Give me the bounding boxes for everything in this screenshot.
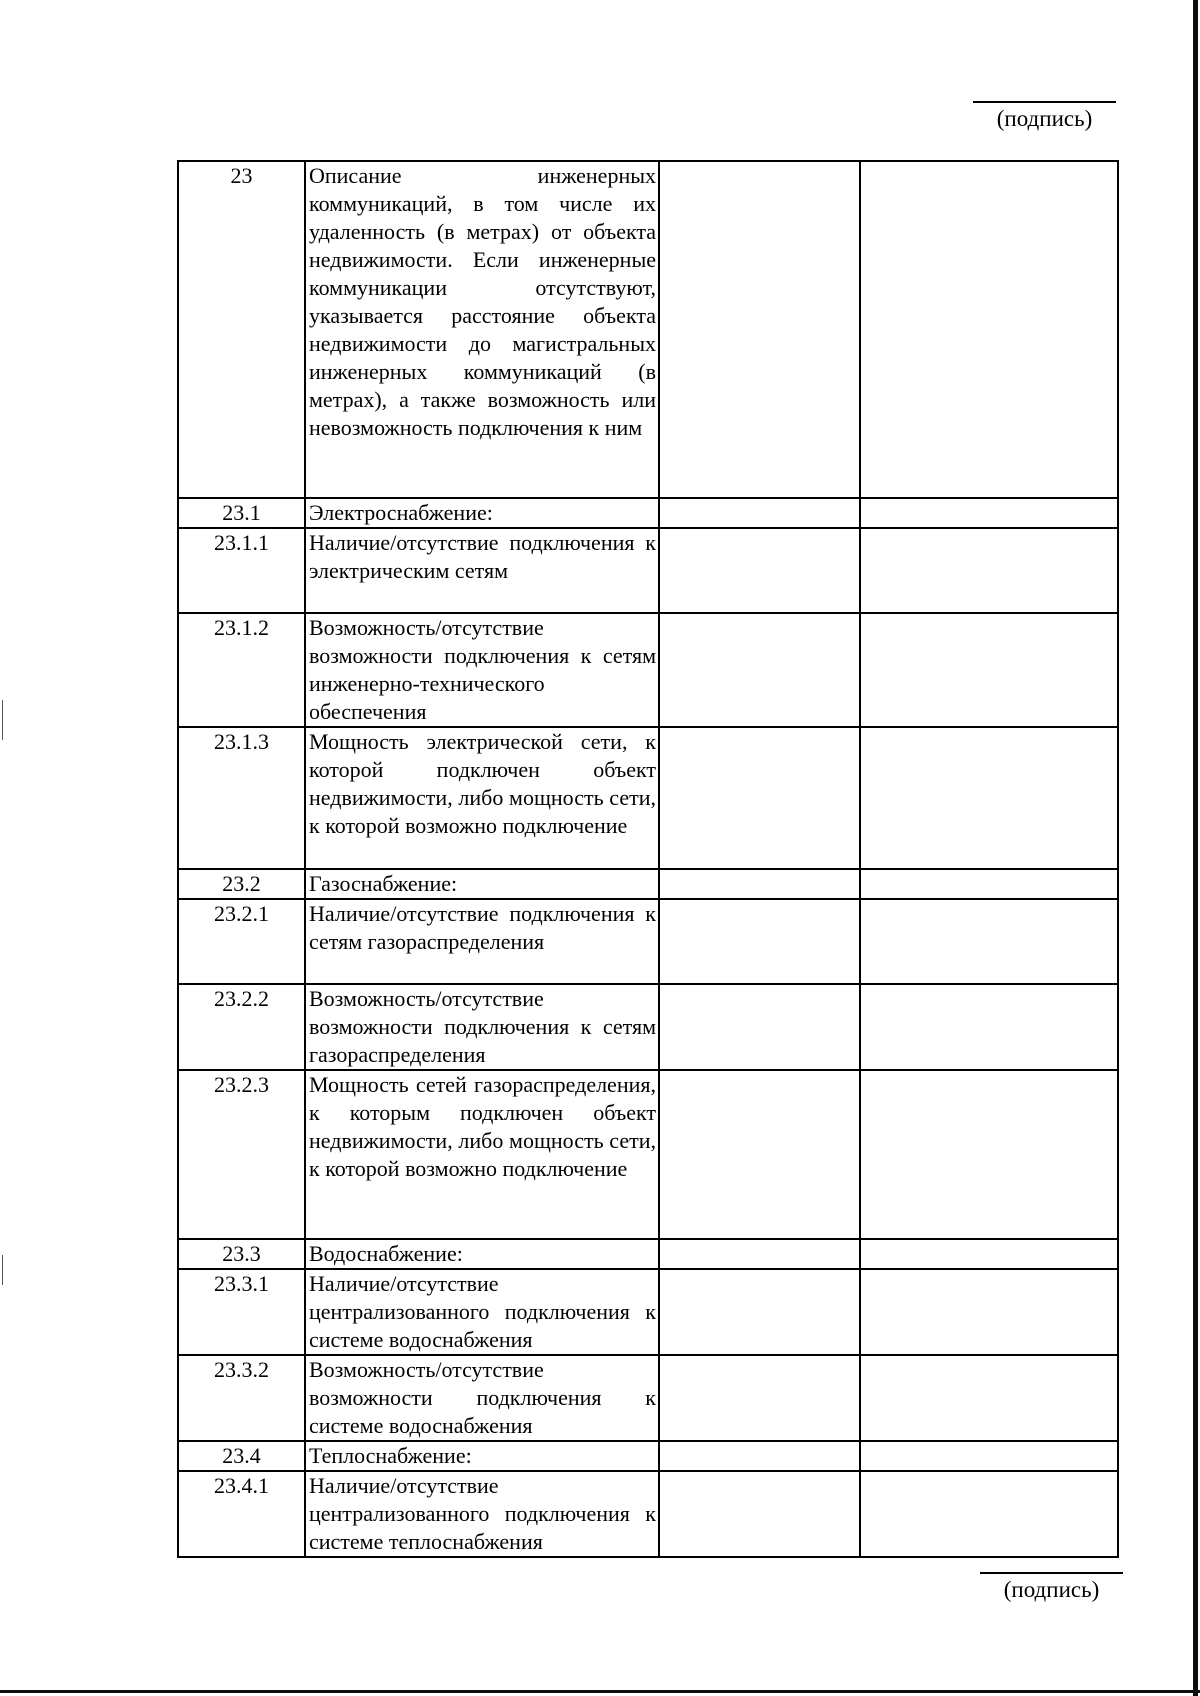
table-row [178,869,1118,899]
table-row [178,1239,1118,1269]
note-cell [860,727,1118,869]
row-description [305,1070,659,1239]
value-cell [659,161,860,498]
row-description [305,1269,659,1355]
row-description [305,1471,659,1557]
value-cell [659,1070,860,1239]
row-description [305,613,659,727]
table-row [178,613,1118,727]
table-row [178,498,1118,528]
row-number: 23.1.2 [178,613,305,727]
value-cell [659,984,860,1070]
row-number: 23.2.1 [178,899,305,984]
table-row [178,984,1118,1070]
value-cell [659,1355,860,1441]
row-number: 23.2.2 [178,984,305,1070]
row-description [305,727,659,869]
value-cell [659,1239,860,1269]
row-number: 23.1.3 [178,727,305,869]
note-cell [860,498,1118,528]
table-row [178,1070,1118,1239]
note-cell [860,1269,1118,1355]
value-cell [659,899,860,984]
scan-mark [2,1255,3,1285]
row-description-text: Наличие/отсутствие централизованного подключения к системе водоснабжения [309,1271,656,1352]
value-cell [659,869,860,899]
table-row [178,1441,1118,1471]
table-row [178,727,1118,869]
row-description-text: Возможность/отсутствие возможности подключения к сетям инженерно-технического обеспечения [309,615,656,724]
row-number: 23.2.3 [178,1070,305,1239]
note-cell [860,1441,1118,1471]
row-description-text: Мощность электрической сети, к которой подключен объект недвижимости, либо мощность сети, к которой возможно подключение [309,729,656,838]
row-description [305,1239,659,1269]
value-cell [659,528,860,613]
signature-label: (подпись) [996,106,1093,131]
row-description-text: Наличие/отсутствие централизованного подключения к системе теплоснабжения [309,1473,656,1554]
row-number: 23.3.2 [178,1355,305,1441]
scan-edge-bottom [0,1690,1200,1693]
note-cell [860,984,1118,1070]
engineering-utilities-table [177,160,1119,1558]
row-description [305,984,659,1070]
table-row [178,161,1118,498]
value-cell [659,727,860,869]
row-description-text: Описание инженерных коммуникаций, в том числе их удаленность (в метрах) от объекта недвижимости. Если инженерные коммуникации отсутствуют, указывается расстояние объекта недвижимости до магистральных инженерных коммуникаций (в метрах), а также возможность или невозможность подключения к ним [309,163,656,440]
row-description-text: Мощность сетей газораспределения, к которым подключен объект недвижимости, либо мощность сети, к которой возможно подключение [309,1072,656,1181]
signature-top [973,101,1116,132]
row-description [305,869,659,899]
table-row [178,528,1118,613]
row-description-text: Возможность/отсутствие возможности подключения к системе водоснабжения [309,1357,656,1438]
value-cell [659,1269,860,1355]
row-number: 23.3 [178,1239,305,1269]
row-description [305,899,659,984]
table-row [178,1269,1118,1355]
row-number: 23 [178,161,305,498]
row-description-text: Наличие/отсутствие подключения к сетям газораспределения [309,901,656,954]
note-cell [860,899,1118,984]
row-description [305,498,659,528]
note-cell [860,613,1118,727]
note-cell [860,161,1118,498]
row-number: 23.1.1 [178,528,305,613]
row-description-text: Наличие/отсутствие подключения к электрическим сетям [309,530,656,583]
row-description-text: Возможность/отсутствие возможности подключения к сетям газораспределения [309,986,656,1067]
scan-edge-right [1193,0,1198,1696]
note-cell [860,1471,1118,1557]
row-description [305,1441,659,1471]
table-row [178,1355,1118,1441]
row-description-text: Водоснабжение: [309,1241,463,1266]
note-cell [860,1239,1118,1269]
table-row [178,1471,1118,1557]
row-number: 23.4 [178,1441,305,1471]
row-number: 23.4.1 [178,1471,305,1557]
row-number: 23.3.1 [178,1269,305,1355]
note-cell [860,1355,1118,1441]
note-cell [860,1070,1118,1239]
row-description [305,1355,659,1441]
note-cell [860,528,1118,613]
table-row [178,899,1118,984]
row-number: 23.2 [178,869,305,899]
signature-bottom [980,1572,1123,1603]
value-cell [659,1471,860,1557]
row-description [305,161,659,498]
signature-label: (подпись) [1003,1577,1100,1602]
row-description-text: Газоснабжение: [309,871,458,896]
signature-line [973,101,1116,103]
row-description-text: Электроснабжение: [309,500,493,525]
signature-line [980,1572,1123,1574]
note-cell [860,869,1118,899]
value-cell [659,498,860,528]
row-description [305,528,659,613]
scan-mark [2,700,3,740]
row-number: 23.1 [178,498,305,528]
row-description-text: Теплоснабжение: [309,1443,472,1468]
value-cell [659,613,860,727]
value-cell [659,1441,860,1471]
